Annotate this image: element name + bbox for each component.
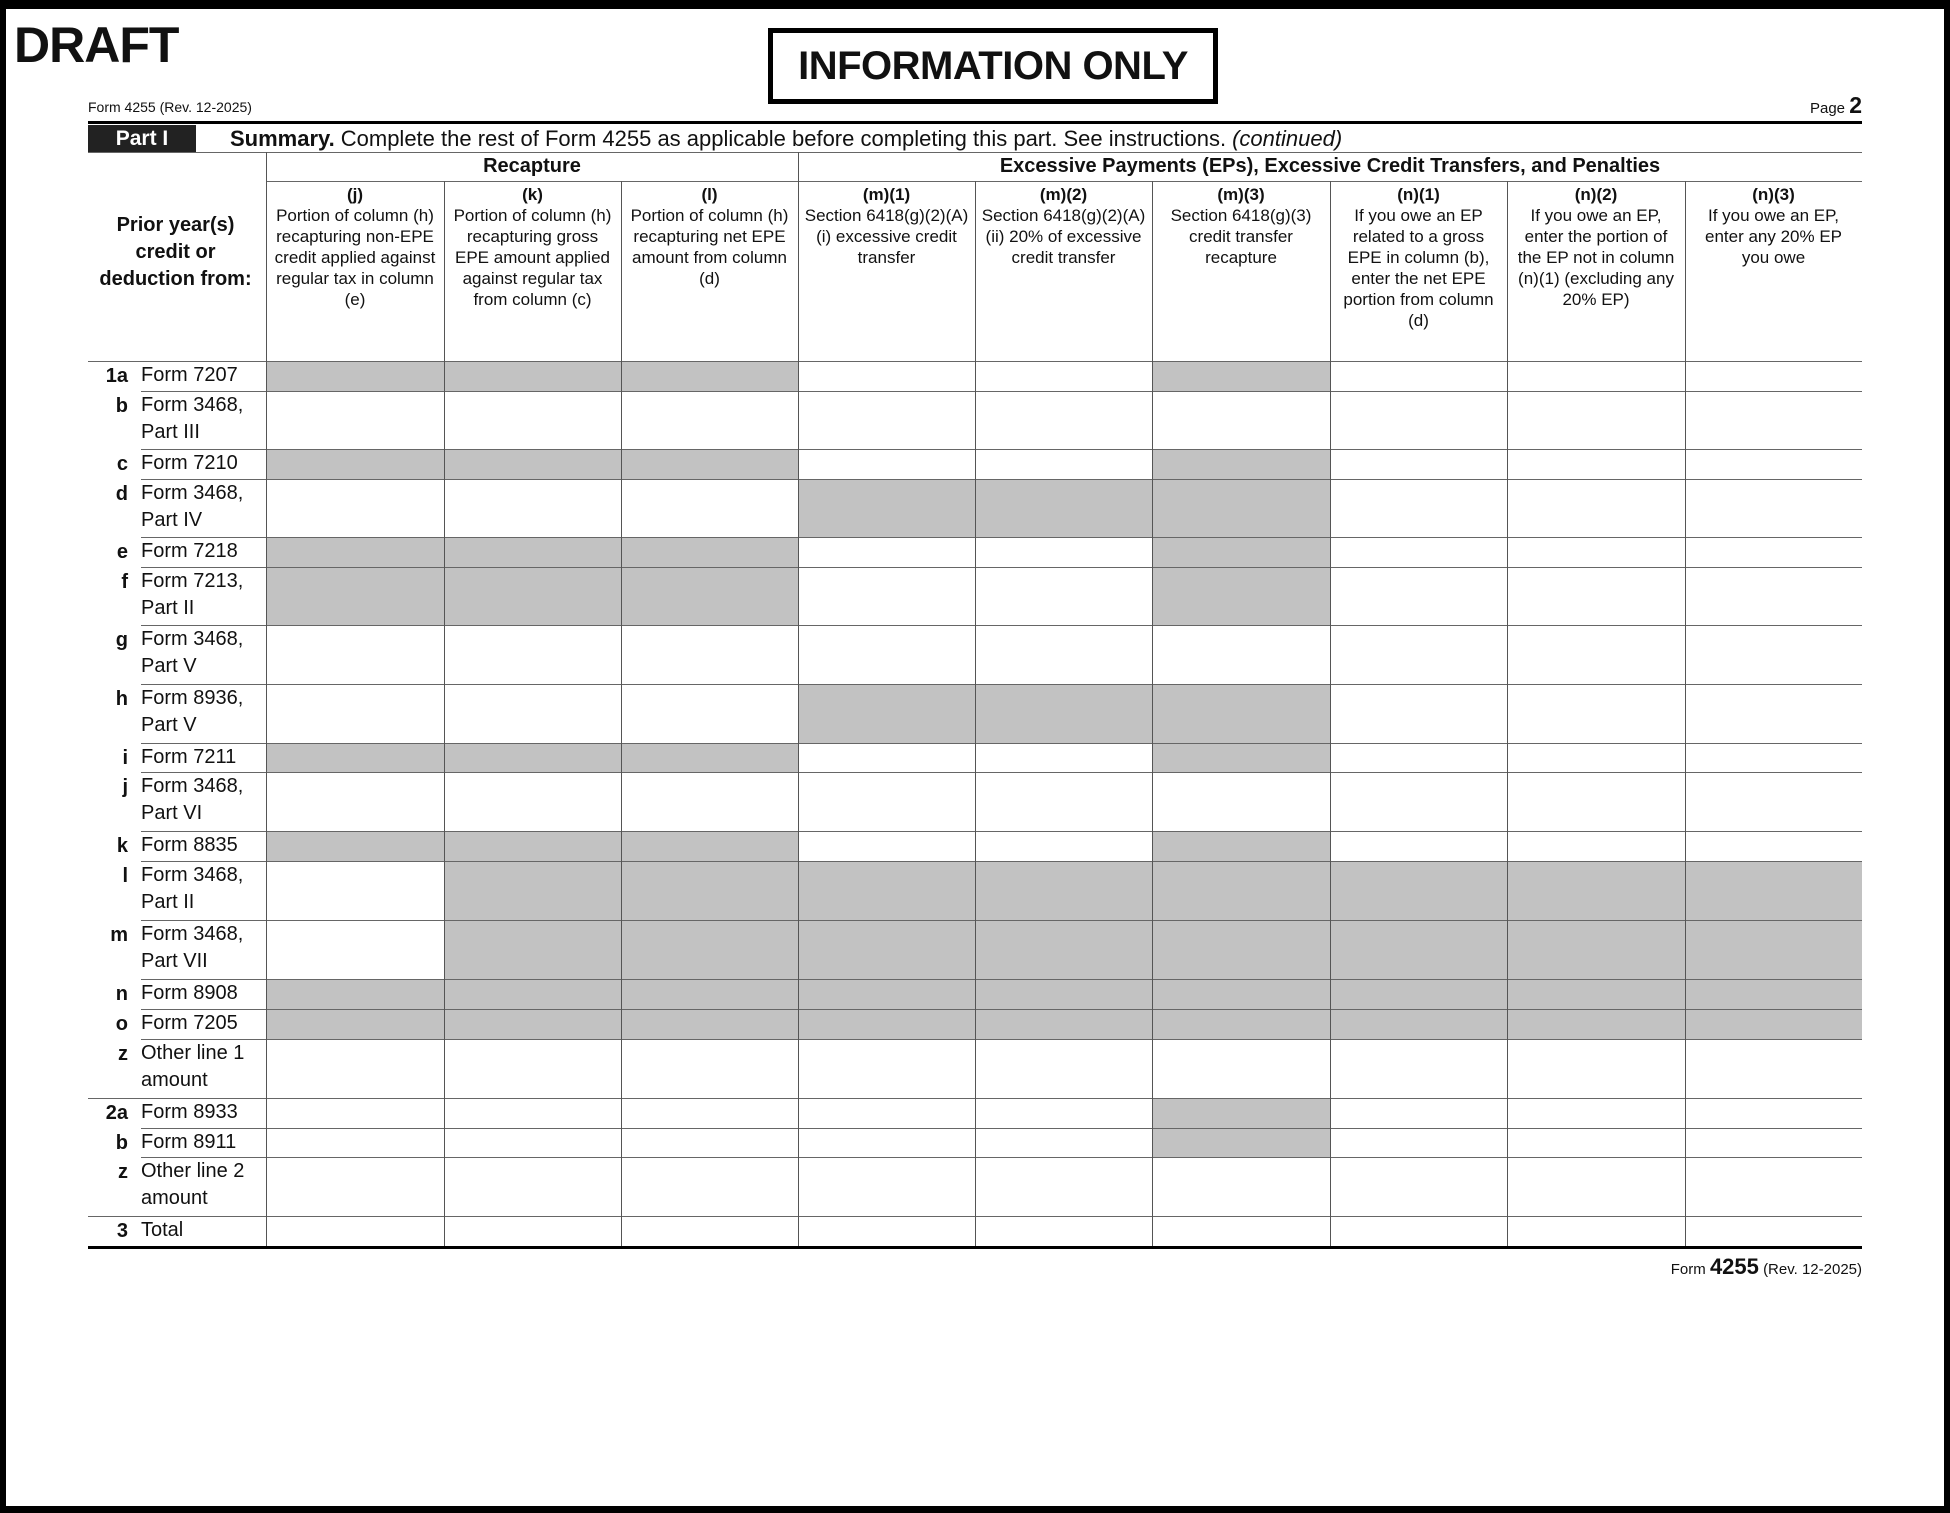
shaded-cell xyxy=(1152,361,1330,391)
shaded-cell xyxy=(266,1009,444,1039)
entry-cell[interactable] xyxy=(1330,625,1507,684)
information-only-text: INFORMATION ONLY xyxy=(798,43,1188,88)
entry-cell[interactable] xyxy=(621,1098,798,1128)
shaded-cell xyxy=(621,361,798,391)
column-code: (m)(2) xyxy=(1039,185,1088,204)
entry-cell[interactable] xyxy=(1685,391,1862,449)
entry-cell[interactable] xyxy=(444,1039,621,1098)
entry-cell[interactable] xyxy=(798,625,975,684)
line-number: f xyxy=(121,571,128,593)
shaded-cell xyxy=(975,684,1152,743)
part-title-bold: Summary. xyxy=(230,125,335,151)
line-number: 2a xyxy=(105,1102,128,1124)
shaded-cell xyxy=(266,743,444,772)
entry-cell[interactable] xyxy=(444,391,621,449)
column-header xyxy=(798,184,975,268)
line-label: Form 8936, Part V xyxy=(141,687,244,736)
column-header xyxy=(1330,184,1507,331)
line-number: z xyxy=(118,1161,128,1183)
column-code: (n)(3) xyxy=(1752,185,1795,204)
entry-cell[interactable] xyxy=(1685,684,1862,743)
shaded-cell xyxy=(621,920,798,979)
entry-cell[interactable] xyxy=(444,1098,621,1128)
entry-cell[interactable] xyxy=(444,772,621,831)
line-label: Form 7218 xyxy=(141,540,238,562)
entry-cell[interactable] xyxy=(1685,831,1862,861)
entry-cell[interactable] xyxy=(798,1098,975,1128)
entry-cell[interactable] xyxy=(1507,391,1685,449)
entry-cell[interactable] xyxy=(1685,449,1862,479)
shaded-cell xyxy=(1330,861,1507,920)
entry-cell[interactable] xyxy=(975,1216,1152,1246)
column-description: Section 6418(g)(2)(A)(ii) 20% of excessive credit transfer xyxy=(981,206,1146,267)
entry-cell[interactable] xyxy=(1507,772,1685,831)
column-description: Section 6418(g)(2)(A)(i) excessive credit transfer xyxy=(804,206,969,267)
shaded-cell xyxy=(1152,684,1330,743)
column-divider xyxy=(798,152,799,1246)
entry-cell[interactable] xyxy=(1507,684,1685,743)
row-divider xyxy=(141,567,1862,568)
entry-cell[interactable] xyxy=(1685,1128,1862,1157)
shaded-cell xyxy=(1152,1098,1330,1128)
shaded-cell xyxy=(621,979,798,1009)
line-number: j xyxy=(122,776,128,798)
entry-cell[interactable] xyxy=(1152,772,1330,831)
column-code: (n)(2) xyxy=(1574,185,1618,204)
shaded-cell xyxy=(975,920,1152,979)
column-divider xyxy=(1507,181,1508,1246)
information-only-stamp xyxy=(768,28,1218,104)
entry-cell[interactable] xyxy=(266,625,444,684)
shaded-cell xyxy=(621,1009,798,1039)
entry-cell[interactable] xyxy=(975,743,1152,772)
line-label: Form 3468, Part VI xyxy=(141,775,244,824)
shaded-cell xyxy=(975,861,1152,920)
line-number: c xyxy=(116,453,128,475)
shaded-cell xyxy=(1507,920,1685,979)
shaded-cell xyxy=(444,979,621,1009)
line-label: Form 8911 xyxy=(141,1131,237,1153)
shaded-cell xyxy=(1152,1128,1330,1157)
shaded-cell xyxy=(266,831,444,861)
shaded-cell xyxy=(1152,743,1330,772)
shaded-cell xyxy=(798,684,975,743)
entry-cell[interactable] xyxy=(266,479,444,537)
entry-cell[interactable] xyxy=(798,391,975,449)
row-divider xyxy=(141,831,1862,832)
column-divider xyxy=(621,181,622,1246)
entry-cell[interactable] xyxy=(1330,1098,1507,1128)
footer-revision: (Rev. 12-2025) xyxy=(1763,1261,1862,1278)
entry-cell[interactable] xyxy=(1330,684,1507,743)
entry-cell[interactable] xyxy=(1507,1216,1685,1246)
row-divider xyxy=(141,743,1862,744)
part-title-continued: (continued) xyxy=(1232,125,1343,151)
line-number: 3 xyxy=(116,1220,128,1242)
entry-cell[interactable] xyxy=(1685,1216,1862,1246)
group-header-excessive-payments: Excessive Payments (EPs), Excessive Credit Transfers, and Penalties xyxy=(999,155,1661,177)
part-label-text: Part I xyxy=(115,126,169,150)
entry-cell[interactable] xyxy=(1507,479,1685,537)
shaded-cell xyxy=(975,479,1152,537)
shaded-cell xyxy=(1507,1009,1685,1039)
entry-cell[interactable] xyxy=(1330,1157,1507,1216)
shaded-cell xyxy=(1152,567,1330,625)
shaded-cell xyxy=(1507,979,1685,1009)
entry-cell[interactable] xyxy=(975,567,1152,625)
entry-cell[interactable] xyxy=(1685,537,1862,567)
entry-cell[interactable] xyxy=(1507,1098,1685,1128)
column-header xyxy=(621,184,798,289)
shaded-cell xyxy=(444,449,621,479)
entry-cell[interactable] xyxy=(1330,1039,1507,1098)
entry-cell[interactable] xyxy=(1152,625,1330,684)
entry-cell[interactable] xyxy=(621,625,798,684)
shaded-cell xyxy=(444,537,621,567)
column-divider xyxy=(1330,181,1331,1246)
row-divider xyxy=(141,479,1862,480)
entry-cell[interactable] xyxy=(266,772,444,831)
entry-cell[interactable] xyxy=(798,449,975,479)
shaded-cell xyxy=(444,920,621,979)
draft-watermark: DRAFT xyxy=(14,17,179,73)
shaded-cell xyxy=(1152,920,1330,979)
entry-cell[interactable] xyxy=(1330,449,1507,479)
footer-form-number: 4255 xyxy=(1709,1254,1759,1279)
shaded-cell xyxy=(1152,979,1330,1009)
column-divider xyxy=(444,181,445,1246)
shaded-cell xyxy=(621,567,798,625)
line-label: Form 3468, Part II xyxy=(141,864,244,913)
shaded-cell xyxy=(621,861,798,920)
line-number: e xyxy=(116,541,128,563)
line-label: Form 7207 xyxy=(141,364,238,386)
shaded-cell xyxy=(444,743,621,772)
entry-cell[interactable] xyxy=(621,1039,798,1098)
entry-cell[interactable] xyxy=(1330,743,1507,772)
entry-cell[interactable] xyxy=(798,567,975,625)
entry-cell[interactable] xyxy=(975,625,1152,684)
entry-cell[interactable] xyxy=(1330,567,1507,625)
line-label: Form 7210 xyxy=(141,452,238,474)
table-bottom-rule xyxy=(88,1246,1862,1249)
entry-cell[interactable] xyxy=(798,831,975,861)
page-number-value: 2 xyxy=(1849,92,1862,118)
entry-cell[interactable] xyxy=(975,1128,1152,1157)
line-number: n xyxy=(115,983,128,1005)
entry-cell[interactable] xyxy=(266,391,444,449)
column-divider xyxy=(975,181,976,1246)
shaded-cell xyxy=(621,831,798,861)
line-number: i xyxy=(122,747,128,769)
entry-cell[interactable] xyxy=(1685,361,1862,391)
row-divider xyxy=(141,391,1862,392)
entry-cell[interactable] xyxy=(975,1098,1152,1128)
group-header-rule xyxy=(266,181,1862,182)
shaded-cell xyxy=(798,920,975,979)
shaded-cell xyxy=(798,479,975,537)
entry-cell[interactable] xyxy=(621,772,798,831)
entry-cell[interactable] xyxy=(1685,743,1862,772)
column-description: Portion of column (h) recapturing net EPE amount from column (d) xyxy=(630,206,789,288)
entry-cell[interactable] xyxy=(975,449,1152,479)
entry-cell[interactable] xyxy=(1330,537,1507,567)
line-label: Form 7211 xyxy=(141,746,237,768)
column-code: (m)(1) xyxy=(862,185,911,204)
row-divider xyxy=(141,625,1862,626)
entry-cell[interactable] xyxy=(1685,1157,1862,1216)
entry-cell[interactable] xyxy=(798,743,975,772)
entry-cell[interactable] xyxy=(798,537,975,567)
entry-cell[interactable] xyxy=(1685,772,1862,831)
column-code: (k) xyxy=(522,185,543,204)
entry-cell[interactable] xyxy=(266,1128,444,1157)
line-number: 1a xyxy=(105,365,128,387)
shaded-cell xyxy=(1330,920,1507,979)
entry-cell[interactable] xyxy=(1507,1128,1685,1157)
shaded-cell xyxy=(444,861,621,920)
entry-cell[interactable] xyxy=(621,391,798,449)
shaded-cell xyxy=(975,979,1152,1009)
entry-cell[interactable] xyxy=(266,1216,444,1246)
row-divider xyxy=(141,1009,1862,1010)
row-divider xyxy=(141,1128,1862,1129)
entry-cell[interactable] xyxy=(621,1128,798,1157)
shaded-cell xyxy=(798,861,975,920)
entry-cell[interactable] xyxy=(975,361,1152,391)
row-divider xyxy=(141,684,1862,685)
shaded-cell xyxy=(266,537,444,567)
entry-cell[interactable] xyxy=(444,684,621,743)
line-label: Form 8908 xyxy=(141,982,238,1004)
entry-cell[interactable] xyxy=(1507,567,1685,625)
shaded-cell xyxy=(1152,537,1330,567)
part-title xyxy=(230,125,1342,152)
entry-cell[interactable] xyxy=(798,772,975,831)
column-code: (n)(1) xyxy=(1397,185,1440,204)
column-description: If you owe an EP, enter any 20% EP you owe xyxy=(1704,206,1843,267)
column-description: Portion of column (h) recapturing non-EPE credit applied against regular tax in column (e) xyxy=(274,206,436,309)
entry-cell[interactable] xyxy=(975,537,1152,567)
shaded-cell xyxy=(444,831,621,861)
entry-cell[interactable] xyxy=(266,861,444,920)
shaded-cell xyxy=(444,1009,621,1039)
line-label: Other line 1 amount xyxy=(141,1042,245,1091)
row-divider xyxy=(141,449,1862,450)
footer-form-prefix: Form xyxy=(1670,1261,1706,1278)
shaded-cell xyxy=(975,1009,1152,1039)
form-id-header: Form 4255 (Rev. 12-2025) xyxy=(88,99,252,115)
line-label: Form 8933 xyxy=(141,1101,238,1123)
shaded-cell xyxy=(266,449,444,479)
shaded-cell xyxy=(1685,861,1862,920)
row-divider xyxy=(141,920,1862,921)
entry-cell[interactable] xyxy=(266,920,444,979)
entry-cell[interactable] xyxy=(1507,1039,1685,1098)
entry-cell[interactable] xyxy=(1685,625,1862,684)
line-number: m xyxy=(110,924,128,946)
line-number: g xyxy=(115,629,128,651)
header-rule xyxy=(88,121,1862,124)
line-label: Form 3468, Part VII xyxy=(141,923,244,972)
entry-cell[interactable] xyxy=(1507,625,1685,684)
entry-cell[interactable] xyxy=(1507,743,1685,772)
entry-cell[interactable] xyxy=(266,1157,444,1216)
column-description: If you owe an EP related to a gross EPE in column (b), enter the net EPE portion from column (d) xyxy=(1343,206,1494,330)
entry-cell[interactable] xyxy=(1330,1216,1507,1246)
column-header xyxy=(266,184,444,310)
row-divider xyxy=(141,979,1862,980)
entry-cell[interactable] xyxy=(1330,1128,1507,1157)
shaded-cell xyxy=(266,567,444,625)
shaded-cell xyxy=(1152,1009,1330,1039)
entry-cell[interactable] xyxy=(1330,772,1507,831)
line-label: Other line 2 amount xyxy=(141,1160,245,1209)
column-divider xyxy=(266,152,267,1246)
entry-cell[interactable] xyxy=(444,1216,621,1246)
entry-cell[interactable] xyxy=(1152,391,1330,449)
shaded-cell xyxy=(1330,1009,1507,1039)
shaded-cell xyxy=(1330,979,1507,1009)
entry-cell[interactable] xyxy=(1330,391,1507,449)
entry-cell[interactable] xyxy=(975,831,1152,861)
line-label: Form 3468, Part III xyxy=(141,394,244,443)
page-number xyxy=(1810,92,1862,119)
column-divider xyxy=(1152,181,1153,1246)
column-header xyxy=(444,184,621,310)
row-divider xyxy=(141,1039,1862,1040)
line-number: o xyxy=(115,1013,128,1035)
entry-cell[interactable] xyxy=(1685,1039,1862,1098)
entry-cell[interactable] xyxy=(444,1157,621,1216)
entry-cell[interactable] xyxy=(444,1128,621,1157)
entry-cell[interactable] xyxy=(1507,537,1685,567)
entry-cell[interactable] xyxy=(798,1216,975,1246)
entry-cell[interactable] xyxy=(444,479,621,537)
line-number: z xyxy=(118,1043,128,1065)
column-header xyxy=(1507,184,1685,310)
shaded-cell xyxy=(621,743,798,772)
entry-cell[interactable] xyxy=(621,479,798,537)
line-label: Form 3468, Part V xyxy=(141,628,244,677)
line-number: d xyxy=(115,483,128,505)
entry-cell[interactable] xyxy=(1330,361,1507,391)
shaded-cell xyxy=(444,361,621,391)
shaded-cell xyxy=(1685,920,1862,979)
column-code: (l) xyxy=(701,185,718,204)
entry-cell[interactable] xyxy=(1330,479,1507,537)
column-code: (m)(3) xyxy=(1217,185,1265,204)
line-label: Form 7205 xyxy=(141,1012,238,1034)
line-label: Form 8835 xyxy=(141,834,238,856)
line-number: b xyxy=(115,395,128,417)
entry-cell[interactable] xyxy=(621,1157,798,1216)
entry-cell[interactable] xyxy=(1330,831,1507,861)
column-description: Section 6418(g)(3) credit transfer recapture xyxy=(1170,206,1312,267)
shaded-cell xyxy=(798,1009,975,1039)
line-label: Form 3468, Part IV xyxy=(141,482,244,531)
form-id-footer xyxy=(1671,1254,1862,1280)
entry-cell[interactable] xyxy=(1685,567,1862,625)
entry-cell[interactable] xyxy=(798,1157,975,1216)
entry-cell[interactable] xyxy=(266,1098,444,1128)
part-title-text: Complete the rest of Form 4255 as applicable before completing this part. See instructions. xyxy=(340,125,1227,151)
shaded-cell xyxy=(1507,861,1685,920)
row-header-label: Prior year(s) credit or deduction from: xyxy=(99,214,252,290)
line-number: l xyxy=(122,865,128,887)
entry-cell[interactable] xyxy=(975,1039,1152,1098)
entry-cell[interactable] xyxy=(1152,1216,1330,1246)
line-number: k xyxy=(116,835,128,857)
entry-cell[interactable] xyxy=(266,1039,444,1098)
shaded-cell xyxy=(1152,479,1330,537)
entry-cell[interactable] xyxy=(444,625,621,684)
row-divider xyxy=(141,861,1862,862)
line-label: Form 7213, Part II xyxy=(141,570,244,619)
column-divider xyxy=(1685,181,1686,1246)
part-label xyxy=(88,125,196,152)
page-label: Page xyxy=(1809,100,1846,117)
column-description: Portion of column (h) recapturing gross EPE amount applied against regular tax from column (c) xyxy=(453,206,612,309)
row-divider xyxy=(141,772,1862,773)
entry-cell[interactable] xyxy=(798,361,975,391)
entry-cell[interactable] xyxy=(975,391,1152,449)
column-description: If you owe an EP, enter the portion of the EP not in column (n)(1) (excluding any 20% EP) xyxy=(1517,206,1675,309)
column-header xyxy=(975,184,1152,268)
entry-cell[interactable] xyxy=(1507,449,1685,479)
shaded-cell xyxy=(266,979,444,1009)
entry-cell[interactable] xyxy=(798,1128,975,1157)
entry-cell[interactable] xyxy=(798,1039,975,1098)
entry-cell[interactable] xyxy=(621,1216,798,1246)
entry-cell[interactable] xyxy=(1507,831,1685,861)
entry-cell[interactable] xyxy=(1507,1157,1685,1216)
entry-cell[interactable] xyxy=(1152,1039,1330,1098)
shaded-cell xyxy=(798,979,975,1009)
line-number: b xyxy=(115,1132,128,1154)
shaded-cell xyxy=(266,361,444,391)
entry-cell[interactable] xyxy=(621,684,798,743)
row-divider xyxy=(141,1157,1862,1158)
entry-cell[interactable] xyxy=(1152,1157,1330,1216)
shaded-cell xyxy=(1685,979,1862,1009)
entry-cell[interactable] xyxy=(1685,1098,1862,1128)
shaded-cell xyxy=(1685,1009,1862,1039)
shaded-cell xyxy=(1152,449,1330,479)
shaded-cell xyxy=(621,537,798,567)
line-number: h xyxy=(115,688,128,710)
entry-cell[interactable] xyxy=(975,1157,1152,1216)
entry-cell[interactable] xyxy=(1507,361,1685,391)
shaded-cell xyxy=(1152,831,1330,861)
group-header-recapture: Recapture xyxy=(483,155,581,177)
line-label: Total xyxy=(141,1219,184,1241)
row-divider xyxy=(141,537,1862,538)
shaded-cell xyxy=(444,567,621,625)
column-header xyxy=(1152,184,1330,268)
entry-cell[interactable] xyxy=(1685,479,1862,537)
column-header xyxy=(1685,184,1862,268)
shaded-cell xyxy=(1152,861,1330,920)
entry-cell[interactable] xyxy=(266,684,444,743)
shaded-cell xyxy=(621,449,798,479)
column-code: (j) xyxy=(346,185,364,204)
entry-cell[interactable] xyxy=(975,772,1152,831)
